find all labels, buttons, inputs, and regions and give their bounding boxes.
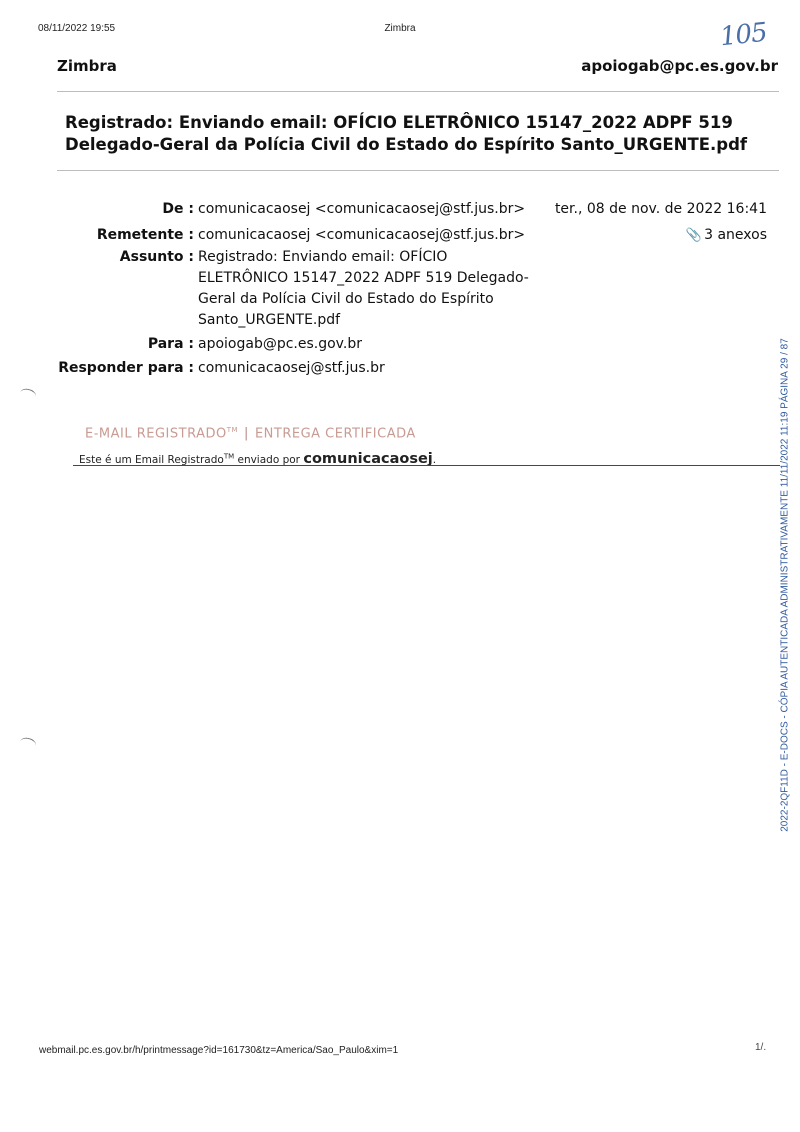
notice-suffix: . — [432, 454, 437, 466]
divider — [57, 170, 779, 171]
banner-divider — [73, 465, 780, 466]
notice-middle: enviado por — [234, 454, 304, 466]
punch-hole-mark — [19, 387, 37, 402]
reply-to-label: Responder para : — [58, 360, 194, 376]
from-value: comunicacaosej <comunicacaosej@stf.jus.br> — [198, 201, 526, 217]
banner-separator: | — [244, 426, 249, 442]
message-subject-title: Registrado: Enviando email: OFÍCIO ELETRÔNICO 15147_2022 ADPF 519 Delegado-Geral da Polícia Civil do Estado do Espírito Santo_URGENTE.pdf — [65, 113, 748, 154]
footer-page-number: 1/. — [755, 1042, 767, 1053]
subject-row — [0, 247, 800, 335]
to-label: Para : — [147, 336, 194, 352]
banner-certified: ENTREGA CERTIFICADA — [254, 426, 416, 442]
authentication-stamp-text: 2022-2QF11D - E-DOCS - CÓPIA AUTENTICADA ADMINISTRATIVAMENTE 11/11/2022 11:19 PÁGINA 29 / 87 — [779, 338, 791, 832]
subject-label: Assunto : — [119, 249, 194, 265]
notice-prefix: Este é um Email Registrado — [79, 454, 224, 466]
registered-email-banner — [85, 426, 416, 441]
punch-hole-mark — [19, 736, 37, 751]
notice-trademark: TM — [223, 452, 235, 461]
banner-trademark: TM — [226, 426, 239, 434]
footer-url: webmail.pc.es.gov.br/h/printmessage?id=161730&tz=America/Sao_Paulo&xim=1 — [39, 1045, 399, 1056]
paperclip-icon: 📎 — [685, 228, 703, 243]
handwritten-page-number: 105 — [718, 17, 769, 53]
reply-to-value: comunicacaosej@stf.jus.br — [198, 360, 385, 376]
banner-registered: E-MAIL REGISTRADO — [85, 426, 227, 442]
account-email: apoiogab@pc.es.gov.br — [581, 57, 778, 75]
subject-value: Registrado: Enviando email: OFÍCIO ELETRÔNICO 15147_2022 ADPF 519 Delegado-Geral da Polícia Civil do Estado do Espírito Santo_URGENTE.pdf — [198, 249, 529, 328]
app-name: Zimbra — [57, 57, 117, 75]
message-date: ter., 08 de nov. de 2022 16:41 — [554, 201, 767, 217]
notice-sender: comunicacaosej — [303, 451, 433, 467]
attachments-count: 3 anexos — [704, 227, 767, 243]
sender-label: Remetente : — [96, 227, 194, 243]
from-label: De : — [162, 201, 194, 217]
attachments-link[interactable] — [686, 225, 767, 246]
print-datetime: 08/11/2022 19:55 — [38, 23, 116, 34]
sender-value: comunicacaosej <comunicacaosej@stf.jus.br> — [198, 227, 526, 243]
print-title: Zimbra — [384, 23, 416, 34]
divider — [57, 91, 779, 92]
to-value: apoiogab@pc.es.gov.br — [198, 336, 362, 352]
